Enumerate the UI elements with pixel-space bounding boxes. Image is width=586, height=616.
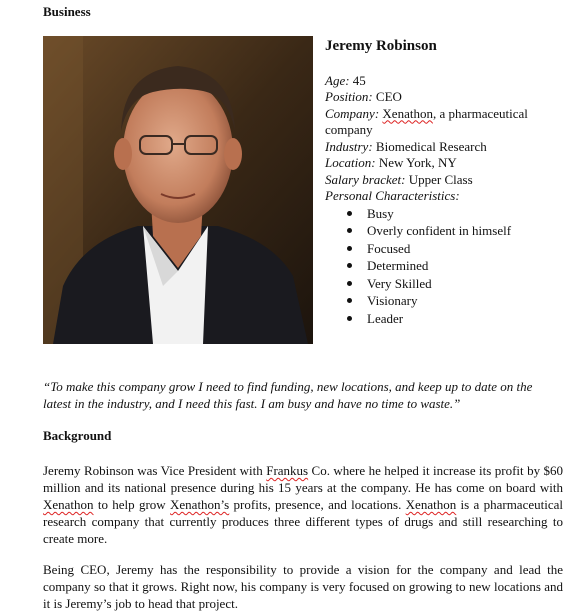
background-paragraph-2: Being CEO, Jeremy has the responsibility to provide a vision for the company and lead the company so that it grows. Right now, his company is very focused on growing to new locations and it is Jeremy’s job to head that project. bbox=[43, 562, 563, 611]
list-item: Determined bbox=[355, 257, 570, 275]
text-run: is a pharmaceutical research company that currently produces three different types of drugs and still researching to create more. bbox=[43, 497, 563, 546]
misspelled-word: Xenathon bbox=[405, 497, 457, 512]
salary-row bbox=[325, 172, 570, 189]
location-row bbox=[325, 155, 570, 172]
profile-photo bbox=[43, 36, 313, 344]
text-run: Co. where he helped it increase its profit by $60 million and its national presence during his 15 years at the company. He has come on board with bbox=[43, 463, 563, 495]
profile-card bbox=[325, 36, 570, 327]
position-row bbox=[325, 89, 570, 106]
misspelled-word: Frankus bbox=[266, 463, 309, 478]
list-item: Focused bbox=[355, 240, 570, 258]
company-row bbox=[325, 106, 570, 139]
industry-row bbox=[325, 139, 570, 156]
list-item: Busy bbox=[355, 205, 570, 223]
age-value: 45 bbox=[352, 72, 366, 88]
company-name: Xenathon bbox=[382, 105, 433, 121]
persona-quote: “To make this company grow I need to find funding, new locations, and keep up to date on the latest in the industry, and I need this fast. I am busy and have no time to waste.” bbox=[43, 379, 533, 411]
text-run: profits, presence, and locations. bbox=[229, 497, 406, 512]
salary-value: Upper Class bbox=[408, 171, 473, 187]
profile-name: Jeremy Robinson bbox=[325, 38, 437, 54]
section-heading-background: Background bbox=[43, 428, 112, 443]
location-label: Location: bbox=[325, 155, 376, 170]
position-label: Position: bbox=[325, 89, 373, 104]
industry-label: Industry: bbox=[325, 138, 373, 154]
list-item: Very Skilled bbox=[355, 275, 570, 293]
location-value: New York, NY bbox=[378, 155, 457, 170]
misspelled-word: Xenathon bbox=[43, 497, 94, 512]
position-value: CEO bbox=[375, 89, 402, 104]
salary-label: Salary bracket: bbox=[325, 171, 406, 187]
company-label: Company: bbox=[325, 105, 380, 121]
text-run: to help grow bbox=[93, 497, 171, 512]
age-row bbox=[325, 73, 570, 90]
characteristics-list bbox=[325, 205, 570, 328]
text-run: Jeremy Robinson was Vice President with bbox=[43, 463, 267, 478]
background-paragraph-1 bbox=[43, 462, 563, 547]
misspelled-word: Xenathon’s bbox=[170, 497, 230, 512]
list-item: Leader bbox=[355, 310, 570, 328]
characteristics-label: Personal Characteristics: bbox=[325, 188, 460, 203]
section-heading-business: Business bbox=[43, 4, 91, 19]
company-description: , a pharmaceutical company bbox=[325, 105, 528, 137]
list-item: Visionary bbox=[355, 292, 570, 310]
list-item: Overly confident in himself bbox=[355, 222, 570, 240]
age-label: Age: bbox=[325, 72, 350, 88]
characteristics-heading bbox=[325, 188, 570, 205]
industry-value: Biomedical Research bbox=[375, 138, 487, 154]
